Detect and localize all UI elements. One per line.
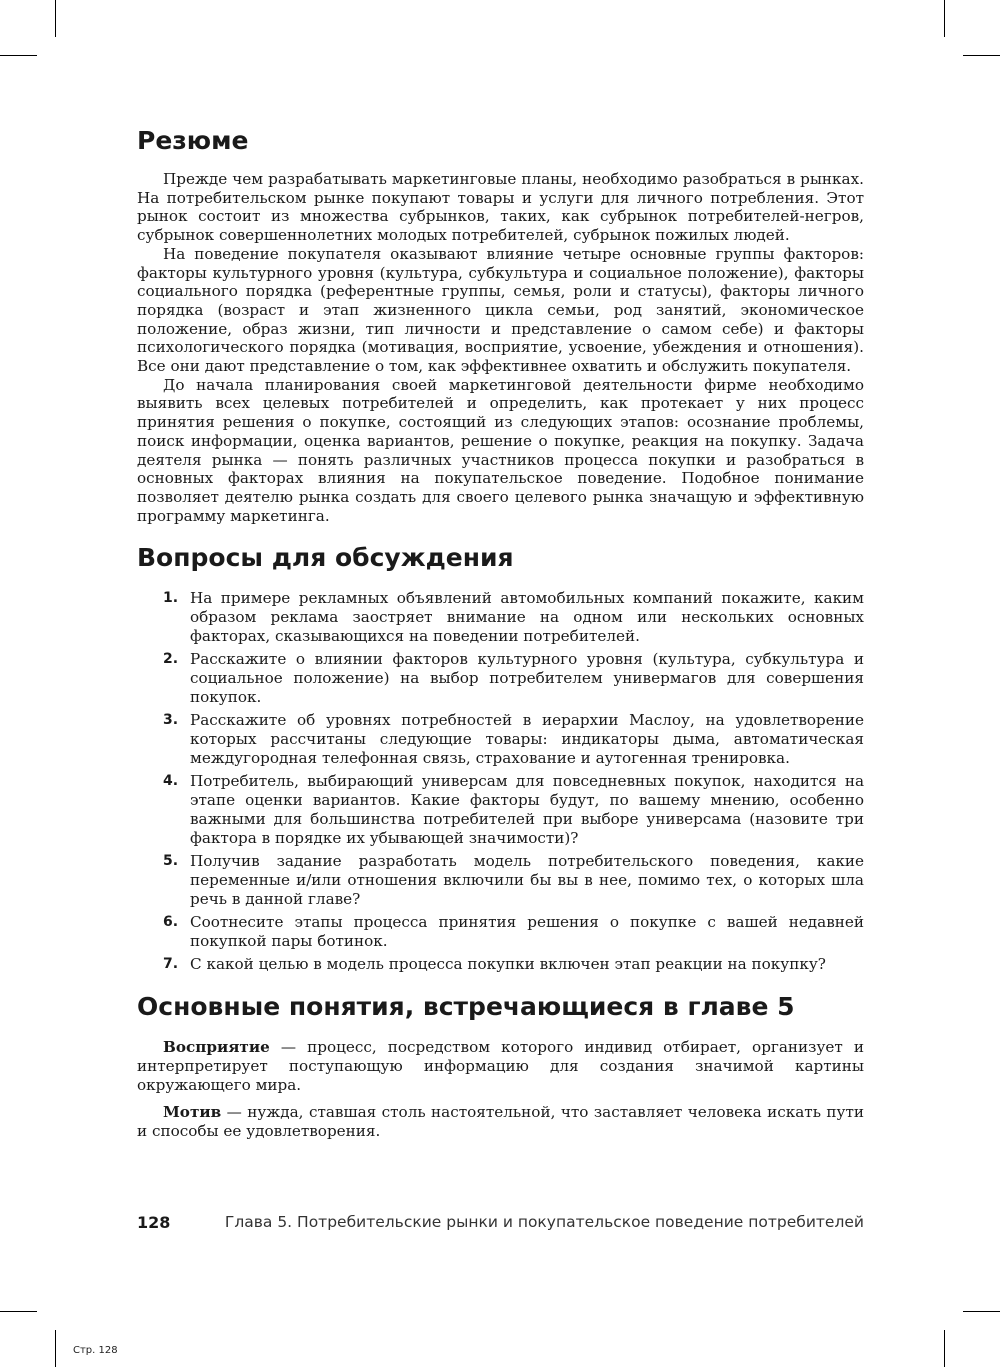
question-number: 2. <box>163 651 179 668</box>
running-head: Глава 5. Потребительские рынки и покупательское поведение потребителей <box>224 1213 864 1231</box>
questions-heading: Вопросы для обсуждения <box>137 543 514 573</box>
crop-mark <box>944 0 945 37</box>
question-number: 3. <box>163 712 179 729</box>
crop-mark <box>55 1330 56 1367</box>
question-item <box>137 589 864 646</box>
question-text: Получив задание разработать модель потребительского поведения, какие переменные и/или отношения включили бы вы в нее, помимо тех, о которых шла речь в данной главе? <box>190 852 864 909</box>
question-text: Потребитель, выбирающий универсам для повседневных покупок, находится на этапе оценки вариантов. Какие факторы будут, по вашему мнению, особенно важными для большинства потребителей при выборе универсама (назовите три фактора в порядке их убывающей значимости)? <box>190 772 864 848</box>
summary-paragraph: Прежде чем разрабатывать маркетинговые планы, необходимо разобраться в рынках. На потребительском рынке покупают товары и услуги для личного потребления. Этот рынок состоит из множества субрынков, таких, как субрынок потребителей-негров, субрынок совершеннолетних молодых потребителей, субрынок пожилых людей. <box>137 170 864 245</box>
question-text: С какой целью в модель процесса покупки включен этап реакции на покупку? <box>190 955 826 974</box>
question-item <box>137 772 864 848</box>
question-text: Расскажите о влиянии факторов культурного уровня (культура, субкультура и социальное положение) на выбор потребителем универмагов для совершения покупок. <box>190 650 864 707</box>
crop-mark <box>963 55 1000 56</box>
question-number: 4. <box>163 773 179 790</box>
question-item <box>137 852 864 909</box>
page-footer <box>137 1213 864 1237</box>
page-stamp: Стр. 128 <box>73 1345 118 1356</box>
page-number: 128 <box>137 1213 171 1232</box>
crop-mark <box>0 1311 37 1312</box>
question-number: 7. <box>163 956 179 973</box>
questions-list <box>137 589 864 974</box>
crop-mark <box>944 1330 945 1367</box>
question-text: На примере рекламных объявлений автомобильных компаний покажите, каким образом реклама заостряет внимание на одном или нескольких основных факторах, сказывающихся на поведении потребителей. <box>190 589 864 646</box>
term-definition: — нужда, ставшая столь настоятельной, что заставляет человека искать пути и способы ее удовлетворения. <box>137 1103 864 1141</box>
page-content <box>137 124 864 1149</box>
question-item <box>137 913 864 951</box>
summary-heading: Резюме <box>137 126 249 155</box>
crop-mark <box>55 0 56 37</box>
question-number: 1. <box>163 590 179 607</box>
term-name: Мотив <box>163 1103 222 1122</box>
term-name: Восприятие <box>163 1038 270 1057</box>
crop-mark <box>0 55 37 56</box>
crop-mark <box>963 1311 1000 1312</box>
question-item <box>137 711 864 768</box>
question-text: Соотнесите этапы процесса принятия решения о покупке с вашей недавней покупкой пары ботинок. <box>190 913 864 951</box>
question-item <box>137 650 864 707</box>
term-definition: — процесс, посредством которого индивид отбирает, организует и интерпретирует поступающую информацию для создания значимой картины окружающего мира. <box>137 1038 864 1095</box>
summary-paragraph: До начала планирования своей маркетинговой деятельности фирме необходимо выявить всех целевых потребителей и определить, как протекает у них процесс принятия решения о покупке, состоящий из следующих этапов: осознание проблемы, поиск информации, оценка вариантов, решение о покупке, реакция на покупку. Задача деятеля рынка — понять различных участников процесса покупки и разобраться в основных факторах влияния на покупательское поведение. Подобное понимание позволяет деятелю рынка создать для своего целевого рынка значащую и эффективную программу маркетинга. <box>137 375 864 525</box>
summary-paragraph: На поведение покупателя оказывают влияние четыре основные группы факторов: факторы культурного уровня (культура, субкультура и социальное положение), факторы социального порядка (референтные группы, семья, роли и статусы), факторы личного порядка (возраст и этап жизненного цикла семьи, род занятий, экономическое положение, образ жизни, тип личности и представление о самом себе) и факторы психологического порядка (мотивация, восприятие, усвоение, убеждения и отношения). Все они дают представление о том, как эффективнее охватить и обслужить покупателя. <box>137 244 864 376</box>
question-number: 6. <box>163 914 179 931</box>
question-item <box>137 955 864 974</box>
term-entry <box>137 1038 864 1095</box>
question-number: 5. <box>163 853 179 870</box>
term-entry <box>137 1103 864 1141</box>
question-text: Расскажите об уровнях потребностей в иерархии Маслоу, на удовлетворение которых рассчитаны следующие товары: индикаторы дыма, автоматическая междугородная телефонная связь, страхование и аутогенная тренировка. <box>190 711 864 768</box>
terms-heading: Основные понятия, встречающиеся в главе 5 <box>137 992 795 1022</box>
